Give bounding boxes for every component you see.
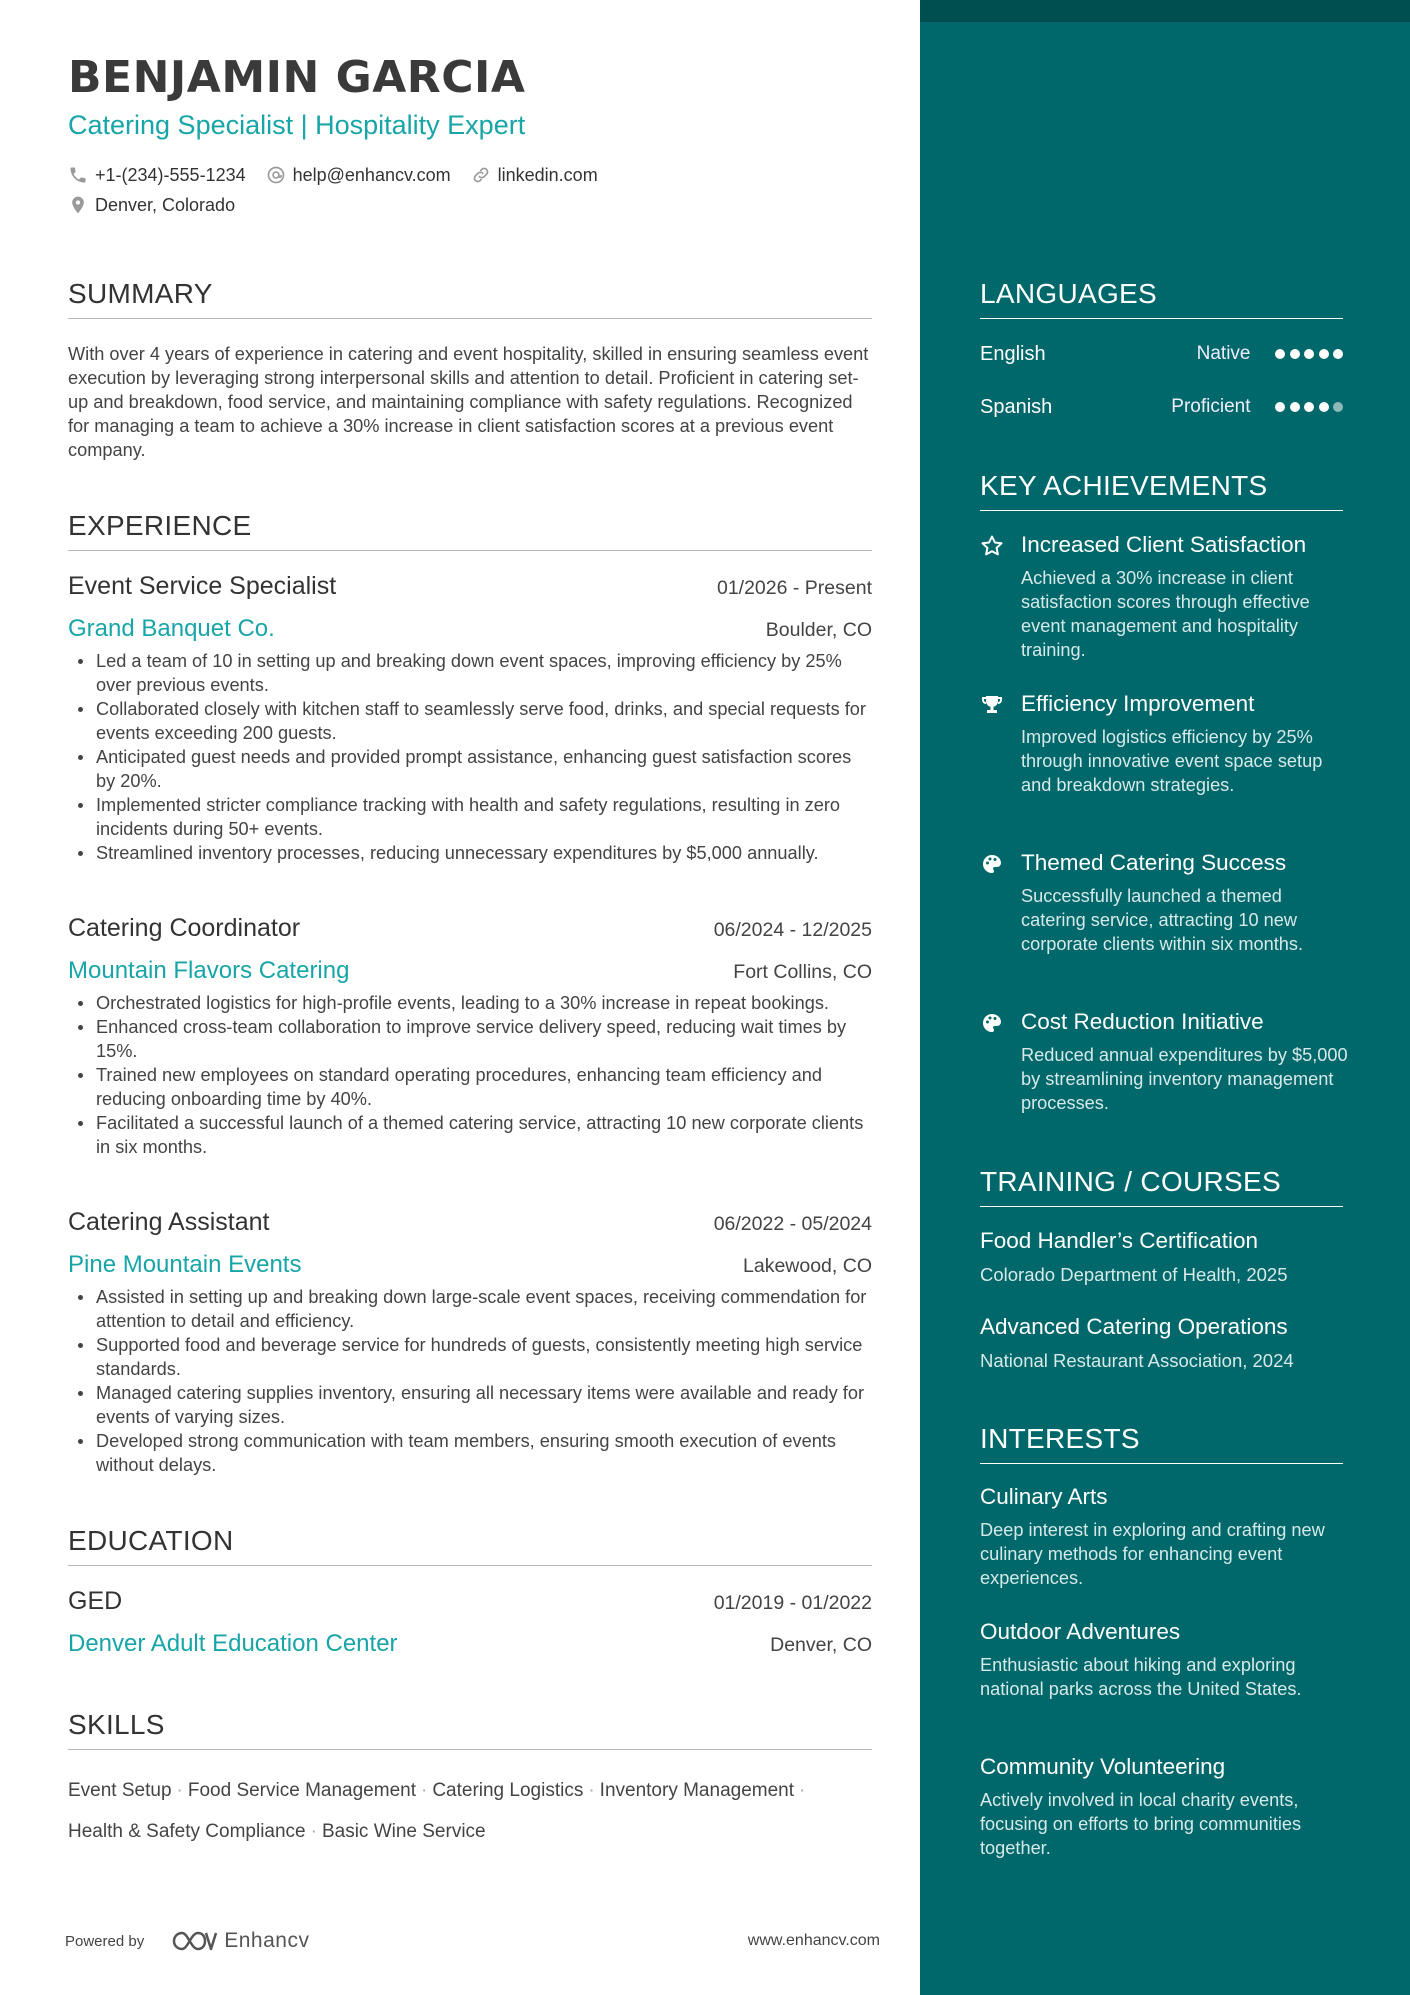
proficiency-dot bbox=[1290, 349, 1300, 359]
achievements-heading: KEY ACHIEVEMENTS bbox=[980, 470, 1343, 511]
job-dates: 01/2026 - Present bbox=[716, 577, 872, 599]
palette-icon bbox=[980, 852, 1004, 876]
proficiency-dot bbox=[1333, 349, 1343, 359]
phone-text: +1-(234)-555-1234 bbox=[95, 164, 246, 185]
skill-item: Event Setup bbox=[68, 1780, 172, 1801]
bullet-item: Streamlined inventory processes, reducing unnecessary expenditures by $5,000 annually. bbox=[68, 841, 872, 865]
education-entry bbox=[68, 1587, 872, 1658]
job-company[interactable]: Grand Banquet Co. bbox=[68, 615, 275, 642]
job-company[interactable]: Mountain Flavors Catering bbox=[68, 957, 350, 984]
interest-desc: Enthusiastic about hiking and exploring national parks across the United States. bbox=[980, 1655, 1302, 1699]
job-bullets bbox=[68, 649, 872, 865]
proficiency-dot bbox=[1275, 402, 1285, 412]
language-level: Proficient bbox=[1171, 396, 1251, 417]
skill-item: Health & Safety Compliance bbox=[68, 1821, 306, 1842]
education-dates: 01/2019 - 01/2022 bbox=[713, 1592, 872, 1614]
skills-heading: SKILLS bbox=[68, 1709, 872, 1750]
linkedin-text: linkedin.com bbox=[497, 164, 598, 185]
powered-by bbox=[65, 1928, 309, 1954]
link-icon bbox=[471, 165, 491, 185]
course-provider: National Restaurant Association, 2024 bbox=[980, 1350, 1294, 1371]
proficiency-dot bbox=[1304, 402, 1314, 412]
language-item bbox=[980, 392, 1343, 422]
bullet-item: Led a team of 10 in setting up and breaking down event spaces, improving efficiency by 25% over previous events. bbox=[68, 649, 872, 697]
bullet-item: Trained new employees on standard operating procedures, enhancing team efficiency and reducing onboarding time by 40%. bbox=[68, 1063, 872, 1111]
achievement-item bbox=[980, 1009, 1350, 1115]
palette-icon bbox=[980, 1011, 1004, 1035]
interest-desc: Actively involved in local charity events, focusing on efforts to bring communities together. bbox=[980, 1790, 1302, 1858]
bullet-item: Facilitated a successful launch of a themed catering service, attracting 10 new corporate clients in six months. bbox=[68, 1111, 872, 1159]
at-icon bbox=[266, 165, 286, 185]
job-company[interactable]: Pine Mountain Events bbox=[68, 1251, 302, 1278]
interests-heading: INTERESTS bbox=[980, 1423, 1343, 1464]
interest-item bbox=[980, 1754, 1350, 1860]
job-entry bbox=[68, 914, 872, 1159]
education-heading: EDUCATION bbox=[68, 1525, 872, 1566]
job-location: Lakewood, CO bbox=[743, 1255, 872, 1277]
proficiency-dot bbox=[1290, 402, 1300, 412]
proficiency-dot bbox=[1319, 402, 1329, 412]
trophy-icon bbox=[980, 693, 1004, 717]
interest-item bbox=[980, 1619, 1350, 1701]
skill-item: Inventory Management bbox=[599, 1780, 795, 1801]
achievement-item bbox=[980, 532, 1350, 662]
course-provider: Colorado Department of Health, 2025 bbox=[980, 1264, 1288, 1285]
course-item bbox=[980, 1314, 1350, 1372]
bullet-item: Developed strong communication with team members, ensuring smooth execution of events without delays. bbox=[68, 1429, 872, 1477]
achievement-desc: Achieved a 30% increase in client satisfaction scores through effective event management and hospitality training. bbox=[1021, 568, 1310, 660]
skill-item: Basic Wine Service bbox=[321, 1821, 486, 1842]
summary-text: With over 4 years of experience in catering and event hospitality, skilled in ensuring seamless event execution by leveraging strong interpersonal skills and attention to detail. Proficient in catering set-up and breakdown, food service, and maintaining compliance with safety regulations. Recognized for managing a team to achieve a 30% increase in client satisfaction scores at a previous event company. bbox=[68, 344, 869, 460]
job-dates: 06/2022 - 05/2024 bbox=[713, 1213, 872, 1235]
bullet-item: Collaborated closely with kitchen staff to seamlessly serve food, drinks, and special requests for events exceeding 200 guests. bbox=[68, 697, 872, 745]
bullet-item: Anticipated guest needs and provided prompt assistance, enhancing guest satisfaction scores by 20%. bbox=[68, 745, 872, 793]
phone-icon bbox=[68, 165, 88, 185]
school-name[interactable]: Denver Adult Education Center bbox=[68, 1630, 398, 1657]
interest-title: Outdoor Adventures bbox=[980, 1619, 1181, 1644]
enhancv-logo-icon bbox=[170, 1928, 218, 1954]
course-item bbox=[980, 1228, 1350, 1286]
proficiency-dot bbox=[1304, 349, 1314, 359]
bullet-item: Implemented stricter compliance tracking with health and safety regulations, resulting in zero incidents during 50+ events. bbox=[68, 793, 872, 841]
proficiency-dots bbox=[1271, 402, 1344, 412]
sidebar-top-bar bbox=[920, 0, 1410, 22]
job-entry bbox=[68, 1208, 872, 1477]
website-link[interactable]: www.enhancv.com bbox=[747, 1932, 880, 1949]
achievement-title: Efficiency Improvement bbox=[1021, 691, 1255, 716]
skills-list: Event Setup · Food Service Management · Catering Logistics · Inventory Management · Health & Safety Compliance · Basic Wine Service bbox=[68, 1780, 806, 1842]
job-title: Catering Assistant bbox=[68, 1208, 270, 1236]
job-title: Catering Coordinator bbox=[68, 914, 301, 942]
achievement-title: Themed Catering Success bbox=[1021, 850, 1287, 875]
summary-heading: SUMMARY bbox=[68, 278, 872, 319]
interest-item bbox=[980, 1484, 1350, 1590]
email-contact[interactable] bbox=[266, 165, 451, 186]
achievement-title: Increased Client Satisfaction bbox=[1021, 532, 1307, 557]
language-name: English bbox=[980, 342, 1046, 365]
bullet-item: Supported food and beverage service for hundreds of guests, consistently meeting high service standards. bbox=[68, 1333, 872, 1381]
proficiency-dot bbox=[1319, 349, 1329, 359]
skill-item: Catering Logistics bbox=[432, 1780, 584, 1801]
bullet-item: Managed catering supplies inventory, ensuring all necessary items were available and ready for events of varying sizes. bbox=[68, 1381, 872, 1429]
achievement-item bbox=[980, 850, 1350, 956]
phone-contact[interactable] bbox=[68, 165, 246, 186]
location-pin-icon bbox=[68, 195, 88, 215]
job-location: Boulder, CO bbox=[765, 619, 872, 641]
language-name: Spanish bbox=[980, 395, 1053, 418]
job-title: Event Service Specialist bbox=[68, 572, 337, 600]
languages-heading: LANGUAGES bbox=[980, 278, 1343, 319]
job-entry bbox=[68, 572, 872, 865]
interest-desc: Deep interest in exploring and crafting new culinary methods for enhancing event experiences. bbox=[980, 1520, 1325, 1588]
language-item bbox=[980, 339, 1343, 369]
experience-heading: EXPERIENCE bbox=[68, 510, 872, 551]
achievement-desc: Reduced annual expenditures by $5,000 by streamlining inventory management processes. bbox=[1021, 1045, 1348, 1113]
candidate-name: BENJAMIN GARCIA bbox=[68, 52, 526, 103]
achievement-item bbox=[980, 691, 1350, 797]
language-level: Native bbox=[1196, 343, 1251, 364]
proficiency-dot bbox=[1275, 349, 1285, 359]
achievement-desc: Successfully launched a themed catering service, attracting 10 new corporate clients within six months. bbox=[1021, 886, 1304, 954]
school-location: Denver, CO bbox=[770, 1634, 872, 1656]
interest-title: Community Volunteering bbox=[980, 1754, 1226, 1779]
course-title: Food Handler’s Certification bbox=[980, 1228, 1259, 1253]
location-contact bbox=[68, 195, 235, 216]
job-dates: 06/2024 - 12/2025 bbox=[713, 919, 872, 941]
contact-info bbox=[68, 160, 618, 220]
job-bullets bbox=[68, 1285, 872, 1477]
email-text: help@enhancv.com bbox=[292, 164, 451, 185]
headline: Catering Specialist | Hospitality Expert bbox=[68, 110, 526, 140]
course-title: Advanced Catering Operations bbox=[980, 1314, 1288, 1339]
sidebar bbox=[920, 0, 1410, 1995]
bullet-item: Orchestrated logistics for high-profile events, leading to a 30% increase in repeat bookings. bbox=[68, 991, 872, 1015]
brand-name[interactable]: Enhancv bbox=[224, 1929, 310, 1952]
bullet-item: Enhanced cross-team collaboration to improve service delivery speed, reducing wait times by 15%. bbox=[68, 1015, 872, 1063]
training-heading: TRAINING / COURSES bbox=[980, 1166, 1343, 1207]
degree: GED bbox=[68, 1587, 123, 1615]
achievement-desc: Improved logistics efficiency by 25% through innovative event space setup and breakdown strategies. bbox=[1021, 727, 1323, 795]
footer bbox=[65, 1928, 880, 1954]
location-text: Denver, Colorado bbox=[95, 194, 236, 215]
powered-by-text: Powered by bbox=[65, 1932, 145, 1950]
bullet-item: Assisted in setting up and breaking down large-scale event spaces, receiving commendation for attention to detail and efficiency. bbox=[68, 1285, 872, 1333]
skill-item: Food Service Management bbox=[187, 1780, 416, 1801]
star-icon bbox=[980, 534, 1004, 558]
proficiency-dots bbox=[1271, 349, 1344, 359]
interest-title: Culinary Arts bbox=[980, 1484, 1108, 1509]
job-location: Fort Collins, CO bbox=[733, 961, 872, 983]
proficiency-dot bbox=[1333, 402, 1343, 412]
achievement-title: Cost Reduction Initiative bbox=[1021, 1009, 1264, 1034]
job-bullets bbox=[68, 991, 872, 1159]
linkedin-contact[interactable] bbox=[471, 165, 598, 186]
